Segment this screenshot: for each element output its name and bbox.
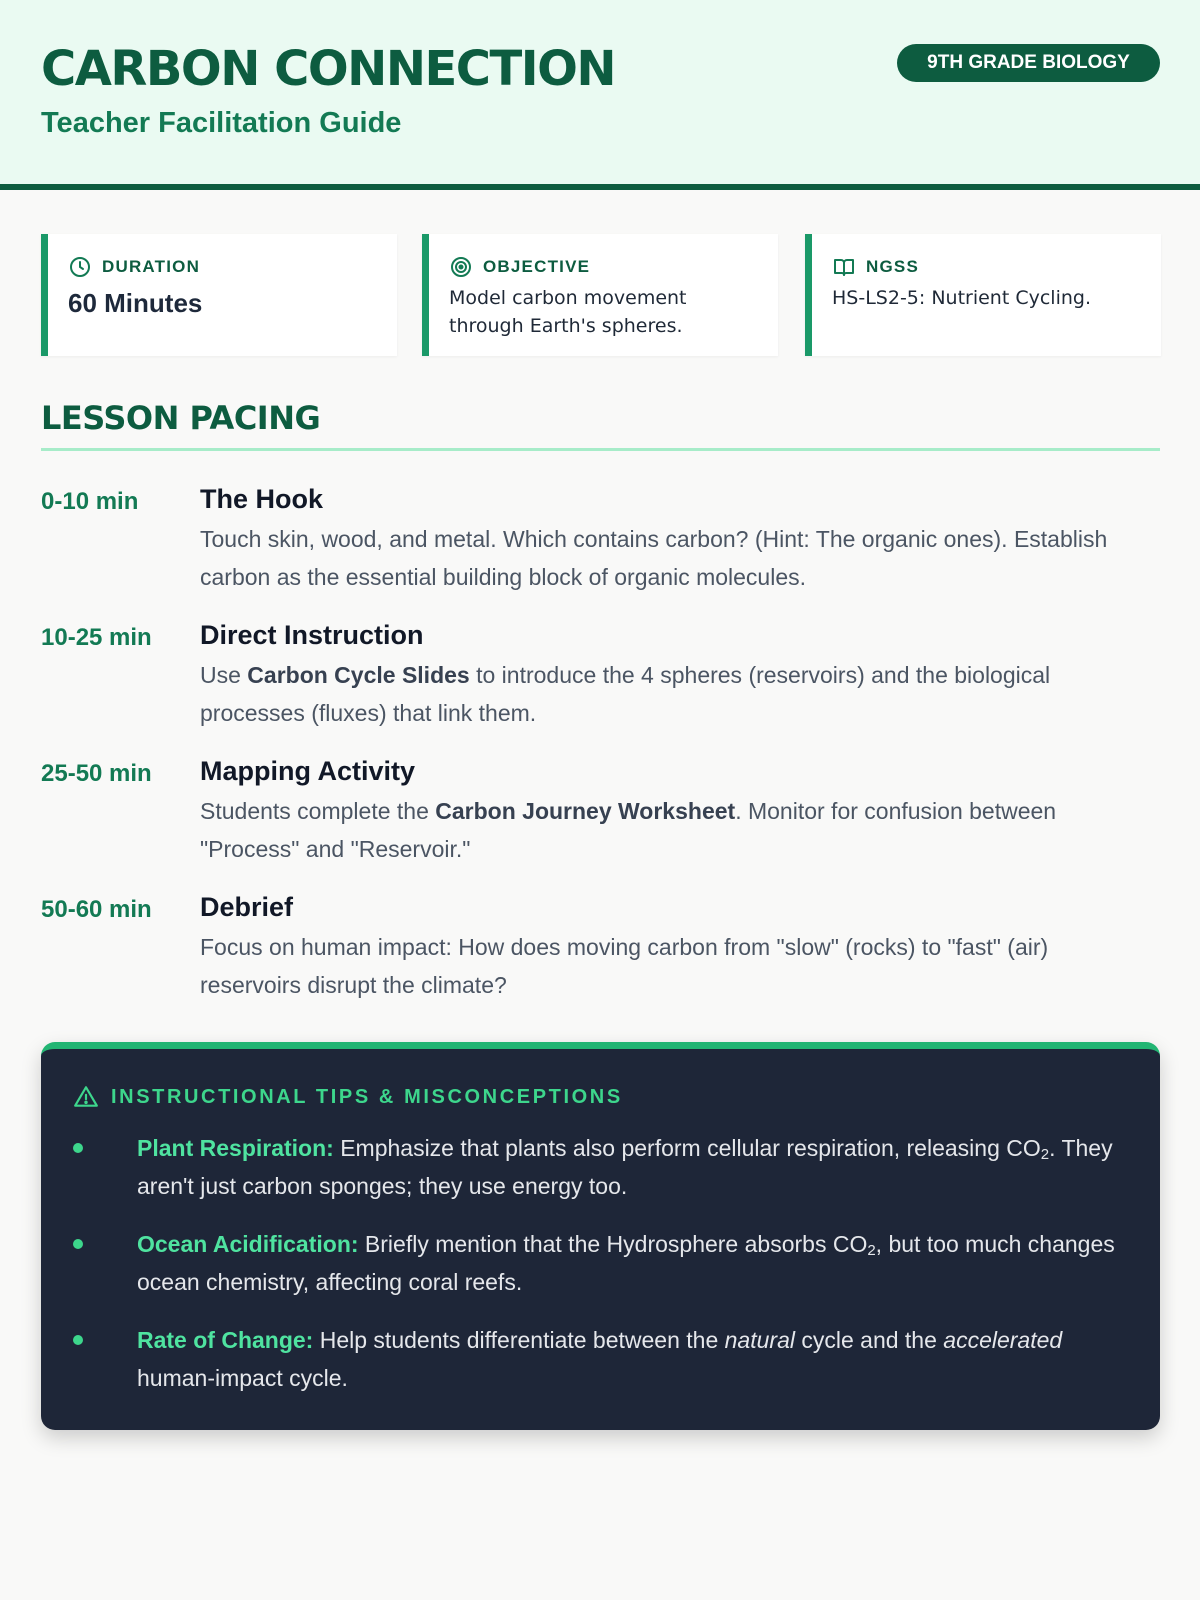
tips-title: INSTRUCTIONAL TIPS & MISCONCEPTIONS bbox=[111, 1085, 623, 1108]
clock-icon bbox=[68, 255, 92, 279]
ngss-value: HS-LS2-5: Nutrient Cycling. bbox=[832, 287, 1091, 309]
page-header bbox=[0, 0, 1200, 190]
tip-text: Plant Respiration: Emphasize that plants also perform cellular respiration, releasing $CO_2$. They aren't just carbon sponges; they use energy too. bbox=[137, 1135, 1113, 1199]
instructional-tips-panel bbox=[41, 1042, 1160, 1430]
pacing-description: Focus on human impact: How does moving carbon from "slow" (rocks) to "fast" (air) reservoirs disrupt the climate? bbox=[200, 934, 1049, 998]
objective-value: Model carbon movement through Earth's spheres. bbox=[449, 287, 687, 337]
duration-label: DURATION bbox=[102, 257, 201, 276]
pacing-description: Students complete the Carbon Journey Worksheet. Monitor for confusion between "Process" and "Reservoir." bbox=[200, 798, 1057, 862]
lesson-pacing-title: LESSON PACING bbox=[41, 399, 321, 437]
pacing-time: 10-25 min bbox=[41, 624, 152, 651]
page-title: CARBON CONNECTION bbox=[41, 41, 616, 97]
duration-card bbox=[41, 234, 397, 356]
tip-text: Rate of Change: Help students differentiate between the natural cycle and the accelerated human-impact cycle. bbox=[137, 1327, 1063, 1391]
pacing-title: Debrief bbox=[200, 892, 294, 922]
ngss-card bbox=[805, 234, 1161, 356]
objective-card bbox=[422, 234, 778, 356]
bullet bbox=[73, 1239, 83, 1249]
target-icon bbox=[449, 255, 473, 279]
objective-label: OBJECTIVE bbox=[483, 257, 591, 276]
page-subtitle: Teacher Facilitation Guide bbox=[41, 107, 402, 139]
pacing-time: 25-50 min bbox=[41, 760, 152, 787]
ngss-label: NGSS bbox=[866, 257, 919, 276]
material-name: Carbon Journey Worksheet bbox=[435, 798, 736, 824]
material-name: Carbon Cycle Slides bbox=[247, 662, 470, 688]
pacing-title: Mapping Activity bbox=[200, 756, 416, 786]
book-icon bbox=[832, 255, 856, 279]
tip-text: Ocean Acidification: Briefly mention that the Hydrosphere absorbs $CO_2$, but too much changes ocean chemistry, affecting coral reefs. bbox=[137, 1231, 1115, 1295]
pacing-description: Touch skin, wood, and metal. Which contains carbon? (Hint: The organic ones). Establish carbon as the essential building block of organic molecules. bbox=[200, 526, 1108, 590]
warning-triangle-icon bbox=[73, 1084, 99, 1110]
pacing-time: 50-60 min bbox=[41, 896, 152, 923]
pacing-title: Direct Instruction bbox=[200, 620, 424, 650]
duration-value: 60 Minutes bbox=[68, 288, 203, 318]
pacing-time: 0-10 min bbox=[41, 488, 139, 515]
bullet bbox=[73, 1143, 83, 1153]
bullet bbox=[73, 1335, 83, 1345]
pacing-title: The Hook bbox=[200, 484, 324, 514]
pacing-description: Use Carbon Cycle Slides to introduce the 4 spheres (reservoirs) and the biological processes (fluxes) that link them. bbox=[200, 662, 1051, 726]
section-divider bbox=[41, 448, 1160, 451]
grade-badge: 9TH GRADE BIOLOGY bbox=[897, 44, 1160, 82]
